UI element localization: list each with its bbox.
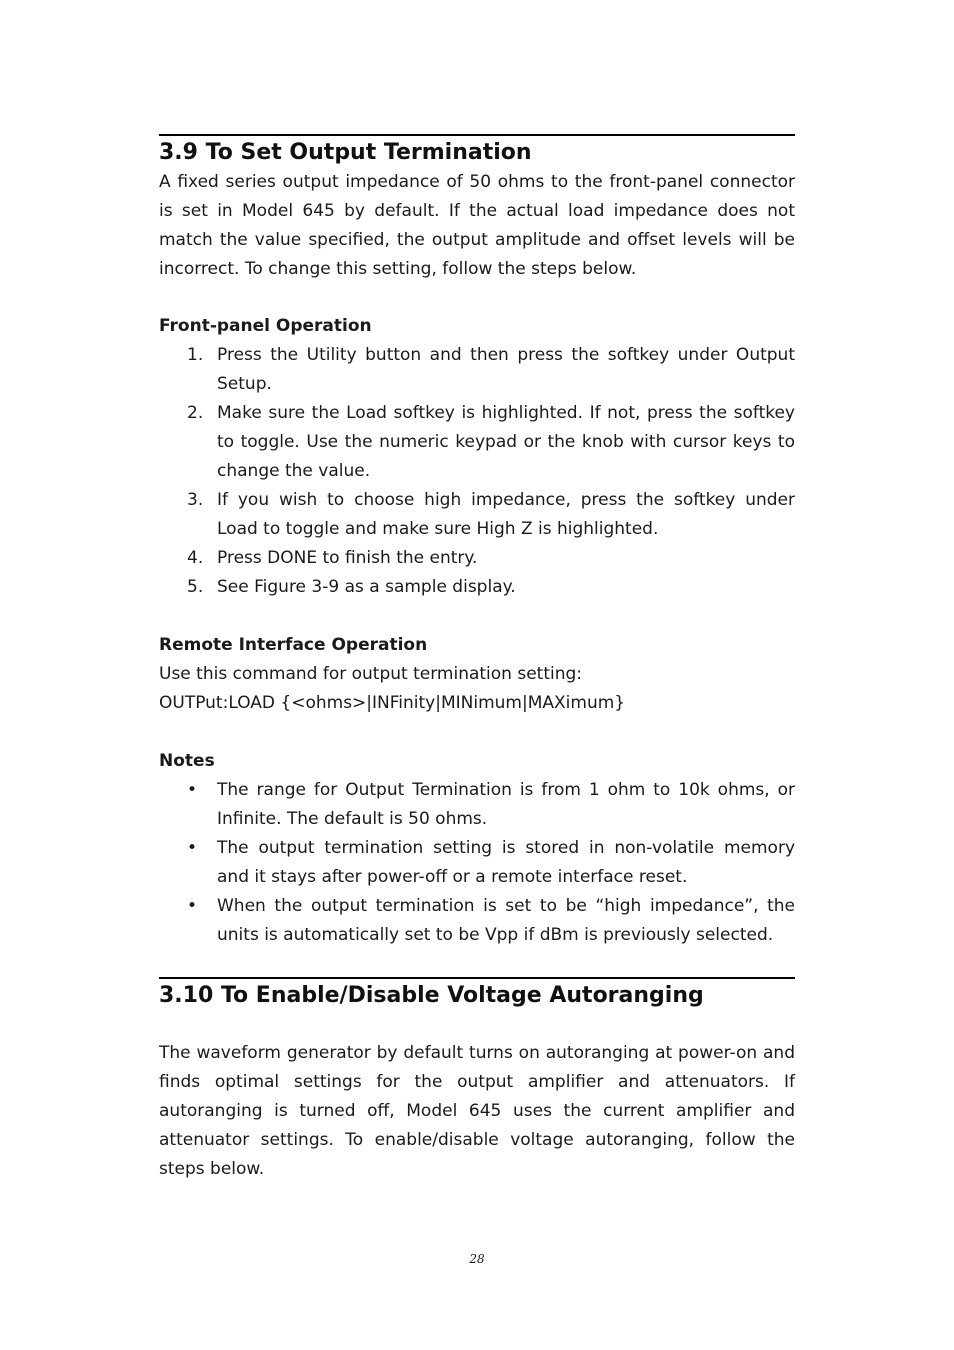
bullet-icon: • — [187, 838, 198, 858]
page-content — [159, 0, 795, 1184]
section-title: 3.9 To Set Output Termination — [159, 140, 532, 165]
intro-paragraph: A fixed series output impedance of 50 ohms to the front-panel connector is set in Model 645 by default. If the actual load impedance does not match the value specified, the output amplitude and offset levels will be incorrect. To change this setting, follow the steps below. — [159, 172, 795, 279]
list-item: • The range for Output Termination is from 1 ohm to 10k ohms, or Infinite. The default is 50 ohms. — [159, 776, 795, 834]
bullet-icon: • — [187, 780, 198, 800]
list-item: • When the output termination is set to be “high impedance”, the units is automatically set to be Vpp if dBm is previously selected. — [159, 892, 795, 950]
list-item: 5. See Figure 3-9 as a sample display. — [187, 577, 516, 597]
notes-heading: Notes — [159, 751, 215, 771]
front-panel-steps — [159, 341, 795, 602]
list-item: • The output termination setting is stored in non-volatile memory and it stays after power-off or a remote interface reset. — [159, 834, 795, 892]
section-title: 3.10 To Enable/Disable Voltage Autoranging — [159, 983, 704, 1008]
section-body: The waveform generator by default turns on autoranging at power-on and finds optimal settings for the output amplifier and attenuators. If autoranging is turned off, Model 645 uses the current amplifier and attenuator settings. To enable/disable voltage autoranging, follow the steps below. — [159, 1043, 795, 1179]
page-number: 28 — [469, 1252, 485, 1266]
list-item: 1. Press the Utility button and then press the softkey under Output Setup. — [187, 345, 795, 394]
front-panel-heading: Front-panel Operation — [159, 316, 372, 336]
section-rule — [159, 134, 795, 136]
notes-list — [159, 776, 795, 950]
bullet-icon: • — [187, 896, 198, 916]
list-item: 4. Press DONE to finish the entry. — [187, 548, 478, 568]
remote-description: Use this command for output termination setting: — [159, 664, 583, 684]
list-item: 3. If you wish to choose high impedance, press the softkey under Load to toggle and make sure High Z is highlighted. — [187, 490, 795, 539]
remote-heading: Remote Interface Operation — [159, 635, 428, 655]
section-rule — [159, 977, 795, 979]
remote-command: OUTPut:LOAD {<ohms>|INFinity|MINimum|MAXimum} — [159, 693, 626, 713]
list-item: 2. Make sure the Load softkey is highlighted. If not, press the softkey to toggle. Use the numeric keypad or the knob with cursor keys to change the value. — [187, 403, 795, 481]
